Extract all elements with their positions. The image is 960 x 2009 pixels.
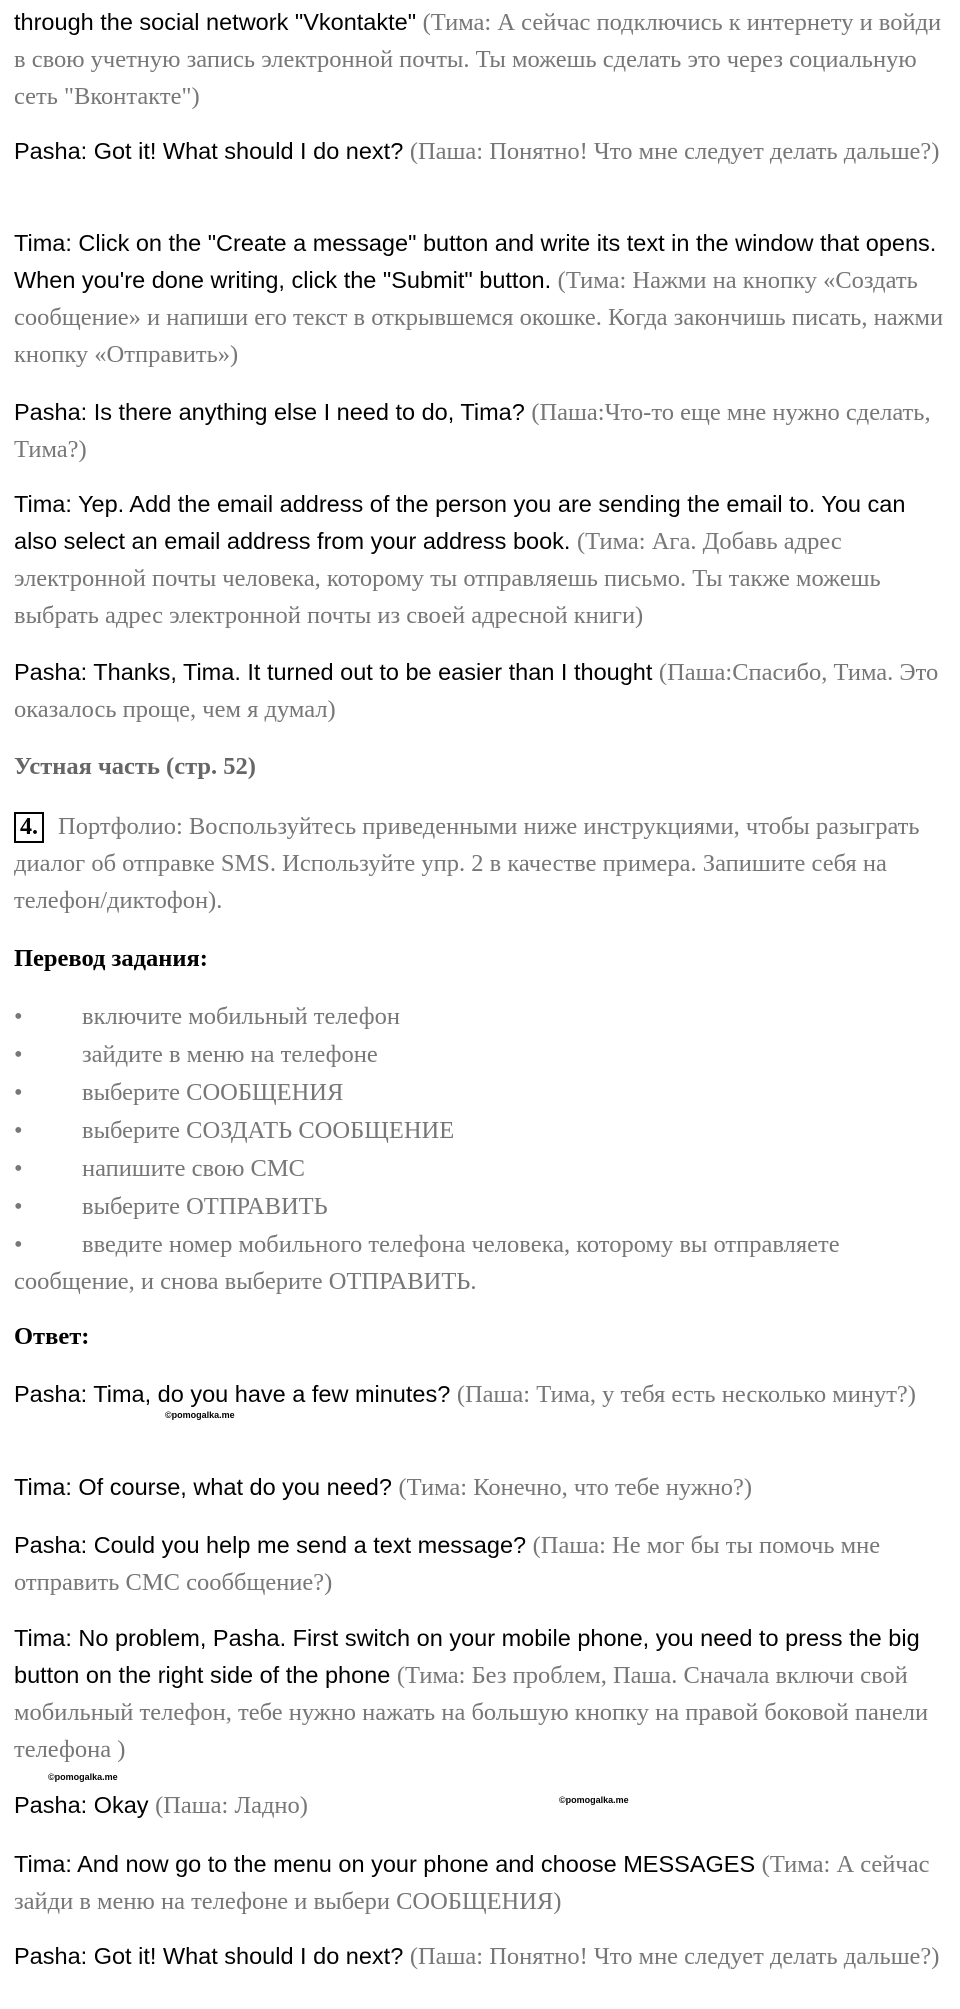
dialogue-line	[14, 1938, 946, 1975]
dialogue-line	[14, 1846, 946, 1920]
bullet-icon: •	[14, 1003, 23, 1030]
watermark: ©pomogalka.me	[48, 1772, 118, 1782]
step-text: введите номер мобильного телефона человека, которому вы отправляете сообщение, и снова выберите ОТПРАВИТЬ.	[14, 1231, 840, 1295]
russian-translation: (Паша:Что-то еще мне нужно сделать, Тима?)	[14, 399, 931, 463]
bullet-icon: •	[14, 1041, 23, 1068]
list-item	[14, 1150, 944, 1188]
russian-translation: (Паша:Спасибо, Тима. Это оказалось проще, чем я думал)	[14, 659, 939, 723]
dialogue-line	[14, 654, 946, 728]
task-number-badge: 4.	[14, 812, 44, 843]
russian-translation: (Паша: Не мог бы ты помочь мне отправить СМС сооббщение?)	[14, 1532, 881, 1596]
english-text: Pasha: Got it! What should I do next?	[14, 138, 410, 164]
dialogue-line	[14, 4, 946, 115]
translation-heading: Перевод задания:	[14, 945, 208, 972]
bullet-icon: •	[14, 1155, 23, 1182]
russian-translation: (Тима: Ага. Добавь адрес электронной почты человека, которому ты отправляешь письмо. Ты также можешь выбрать адрес электронной почты из своей адресной книги)	[14, 528, 881, 629]
dialogue-line	[14, 1620, 946, 1768]
russian-translation: (Тима: Конечно, что тебе нужно?)	[398, 1474, 753, 1501]
english-text: Tima: Of course, what do you need?	[14, 1474, 399, 1500]
russian-translation: (Паша: Понятно! Что мне следует делать дальше?)	[409, 1943, 940, 1970]
english-text: Pasha: Tima, do you have a few minutes?	[14, 1381, 457, 1407]
step-text: выберите СООБЩЕНИЯ	[82, 1079, 344, 1106]
section-heading: Устная часть (стр. 52)	[14, 753, 256, 780]
task-instruction	[14, 808, 944, 919]
step-text: выберите СОЗДАТЬ СООБЩЕНИЕ	[82, 1117, 455, 1144]
bullet-icon: •	[14, 1079, 23, 1106]
answer-heading: Ответ:	[14, 1323, 90, 1350]
list-item	[14, 1036, 944, 1074]
watermark: ©pomogalka.me	[559, 1795, 629, 1805]
dialogue-line	[14, 1469, 946, 1506]
bullet-icon: •	[14, 1193, 23, 1220]
dialogue-line	[14, 394, 946, 468]
bullet-icon: •	[14, 1117, 23, 1144]
dialogue-line	[14, 1527, 946, 1601]
dialogue-line	[14, 1787, 946, 1824]
step-text: включите мобильный телефон	[82, 1003, 400, 1030]
russian-translation: (Тима: А сейчас подключись к интернету и войди в свою учетную запись электронной почты. Ты можешь сделать это через социальную сеть "Вконтакте")	[14, 9, 942, 110]
step-text: выберите ОТПРАВИТЬ	[82, 1193, 328, 1220]
english-text: Tima: Click on the "Create a message" button and write its text in the window that opens. When you're done writing, click the "Submit" button.	[14, 230, 937, 293]
dialogue-line	[14, 225, 946, 373]
russian-translation: (Паша: Понятно! Что мне следует делать дальше?)	[409, 138, 940, 165]
russian-translation: (Паша: Тима, у тебя есть несколько минут?)	[456, 1381, 916, 1408]
russian-translation: (Тима: Нажми на кнопку «Создать сообщение» и напиши его текст в открывшемся окошке. Когда закончишь писать, нажми кнопку «Отправить»)	[14, 267, 944, 368]
watermark: ©pomogalka.me	[165, 1410, 235, 1420]
english-text: Pasha: Is there anything else I need to do, Tima?	[14, 399, 532, 425]
english-text: Tima: Yep. Add the email address of the person you are sending the email to. You can also select an email address from your address book.	[14, 491, 906, 554]
task-text: Портфолио: Воспользуйтесь приведенными ниже инструкциями, чтобы разыграть диалог об отправке SMS. Используйте упр. 2 в качестве примера. Запишите себя на телефон/диктофон).	[14, 813, 920, 914]
list-item	[14, 998, 944, 1036]
dialogue-line	[14, 133, 946, 170]
step-text: зайдите в меню на телефоне	[82, 1041, 378, 1068]
step-text: напишите свою СМС	[82, 1155, 305, 1182]
list-item	[14, 1226, 944, 1300]
english-text: Pasha: Got it! What should I do next?	[14, 1943, 410, 1969]
english-text: Pasha: Okay	[14, 1792, 156, 1818]
english-text: through the social network "Vkontakte"	[14, 9, 423, 35]
list-item	[14, 1112, 944, 1150]
russian-translation: (Тима: А сейчас зайди в меню на телефоне и выбери СООБЩЕНИЯ)	[14, 1851, 930, 1915]
english-text: Pasha: Thanks, Tima. It turned out to be easier than I thought	[14, 659, 659, 685]
russian-translation: (Тима: Без проблем, Паша. Сначала включи свой мобильный телефон, тебе нужно нажать на большую кнопку на правой боковой панели телефона )	[14, 1662, 929, 1763]
english-text: Tima: No problem, Pasha. First switch on your mobile phone, you need to press the big button on the right side of the phone	[14, 1625, 920, 1688]
english-text: Pasha: Could you help me send a text message?	[14, 1532, 533, 1558]
dialogue-line	[14, 486, 946, 634]
steps-list	[14, 998, 944, 1300]
russian-translation: (Паша: Ладно)	[155, 1792, 308, 1819]
english-text: Tima: And now go to the menu on your phone and choose MESSAGES	[14, 1851, 762, 1877]
list-item	[14, 1074, 944, 1112]
bullet-icon: •	[14, 1231, 23, 1258]
dialogue-line	[14, 1376, 946, 1413]
list-item	[14, 1188, 944, 1226]
